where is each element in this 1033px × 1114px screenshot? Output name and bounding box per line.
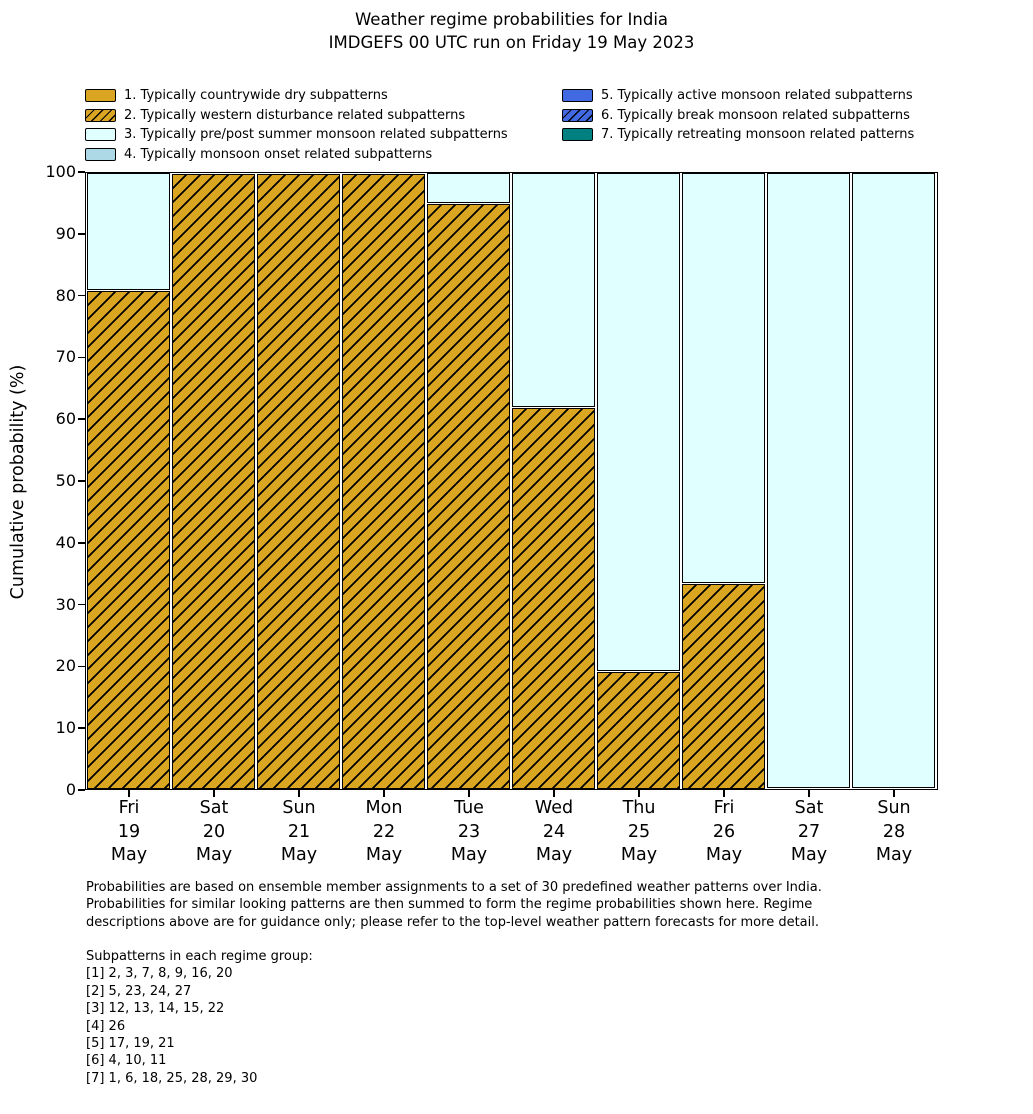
bar-segment-regime3	[427, 173, 510, 203]
x-tick-mark	[468, 790, 470, 797]
x-tick-label	[591, 797, 687, 868]
subpatterns-block	[86, 948, 313, 1087]
legend-item	[85, 145, 508, 165]
x-tick-label	[336, 797, 432, 868]
x-tick-label	[761, 797, 857, 868]
y-tick-label: 100	[45, 162, 76, 181]
x-tick-label-line: 24	[542, 821, 566, 842]
legend-item-label: 1. Typically countrywide dry subpatterns	[124, 88, 388, 104]
y-tick-mark	[78, 233, 85, 235]
y-tick-mark	[78, 604, 85, 606]
footnote-line: descriptions above are for guidance only; please refer to the top-level weather pattern forecasts for more detail.	[86, 914, 819, 930]
x-tick-label-line: 19	[117, 821, 141, 842]
x-tick-label-line: 26	[712, 821, 736, 842]
x-tick-label	[676, 797, 772, 868]
subpattern-group-line: [2] 5, 23, 24, 27	[86, 983, 192, 999]
bar-segment-regime3	[512, 173, 595, 407]
subpattern-group-line: [4] 26	[86, 1018, 126, 1034]
x-tick-label-line: May	[110, 845, 148, 865]
x-tick-label-line: 20	[202, 821, 226, 842]
y-tick-mark	[78, 295, 85, 297]
x-tick-label-line: Thu	[622, 798, 656, 818]
bar-segment-regime2	[87, 291, 170, 789]
subpattern-group-line: [7] 1, 6, 18, 25, 28, 29, 30	[86, 1070, 258, 1086]
x-tick-label-line: 25	[627, 821, 651, 842]
bar-segment-regime3	[87, 173, 170, 290]
x-tick-label	[81, 797, 177, 868]
x-tick-mark	[723, 790, 725, 797]
y-tick-label: 60	[55, 409, 76, 429]
legend-item	[85, 106, 508, 126]
subpatterns-heading: Subpatterns in each regime group:	[86, 949, 313, 964]
x-tick-label-line: Mon	[365, 798, 403, 818]
x-tick-label-line: May	[535, 845, 573, 865]
legend-swatch	[562, 89, 593, 102]
legend-item-label: 3. Typically pre/post summer monsoon related subpatterns	[124, 127, 508, 143]
x-tick-label	[846, 797, 942, 868]
legend-item-label: 5. Typically active monsoon related subpatterns	[601, 88, 913, 104]
y-tick-label: 0	[65, 780, 76, 799]
x-tick-mark	[298, 790, 300, 797]
x-tick-label	[506, 797, 602, 868]
x-tick-label-line: May	[620, 845, 658, 865]
footnote-line: Probabilities are based on ensemble member assignments to a set of 30 predefined weather patterns over India.	[86, 880, 822, 895]
x-tick-mark	[128, 790, 130, 797]
y-tick-label: 50	[55, 471, 76, 490]
legend-item-label: 4. Typically monsoon onset related subpatterns	[124, 147, 433, 163]
legend-swatch	[562, 128, 593, 141]
legend-item	[562, 125, 914, 145]
legend-column-left	[85, 86, 508, 164]
chart-title-line2: IMDGEFS 00 UTC run on Friday 19 May 2023	[328, 33, 695, 52]
bar-segment-regime2	[257, 174, 340, 789]
bar-segment-regime3	[597, 173, 680, 671]
x-tick-mark	[893, 790, 895, 797]
x-tick-label-line: May	[365, 845, 403, 865]
y-tick-mark	[78, 666, 85, 668]
subpattern-group-line: [1] 2, 3, 7, 8, 9, 16, 20	[86, 966, 233, 982]
bar-segment-regime2	[427, 204, 510, 789]
y-tick-label: 10	[55, 718, 76, 738]
x-tick-label-line: Wed	[534, 798, 574, 818]
x-tick-label-line: Fri	[713, 798, 735, 818]
y-axis-label: Cumulative probability (%)	[8, 364, 28, 600]
x-tick-label-line: May	[280, 845, 318, 865]
x-tick-label-line: Fri	[118, 798, 140, 818]
bar-segment-regime2	[342, 174, 425, 789]
x-tick-label-line: 27	[797, 821, 821, 842]
y-tick-label: 30	[55, 594, 76, 614]
bar-segment-regime2	[512, 408, 595, 789]
footnote-line: Probabilities for similar looking patterns are then summed to form the regime probabilities shown here. Regime	[86, 897, 813, 913]
x-tick-mark	[553, 790, 555, 797]
y-tick-mark	[78, 171, 85, 173]
legend-swatch	[85, 128, 116, 141]
legend-item	[85, 125, 508, 145]
x-tick-label	[421, 797, 517, 868]
chart-title	[0, 8, 1023, 54]
legend-item	[85, 86, 508, 106]
y-tick-mark	[78, 480, 85, 482]
subpattern-group-line: [5] 17, 19, 21	[86, 1036, 175, 1052]
y-tick-label: 70	[55, 347, 76, 367]
legend-item-label: 2. Typically western disturbance related subpatterns	[124, 107, 466, 123]
subpattern-group-line: [6] 4, 10, 11	[86, 1053, 167, 1069]
y-tick-label: 40	[55, 532, 76, 552]
x-tick-label-line: May	[705, 845, 743, 865]
x-tick-label-line: 23	[457, 821, 481, 842]
bar-segment-regime2	[597, 672, 680, 789]
y-tick-mark	[78, 727, 85, 729]
bar-segment-regime2	[682, 584, 765, 789]
y-tick-mark	[78, 542, 85, 544]
legend-item-label: 7. Typically retreating monsoon related patterns	[601, 127, 915, 143]
footnote-paragraph	[86, 879, 822, 931]
x-tick-label-line: May	[450, 845, 488, 865]
x-tick-mark	[383, 790, 385, 797]
bar-segment-regime2	[172, 174, 255, 789]
x-tick-label-line: Tue	[454, 798, 484, 818]
x-tick-label	[166, 797, 262, 868]
legend-swatch	[85, 148, 116, 161]
y-tick-mark	[78, 357, 85, 359]
x-tick-label	[251, 797, 347, 868]
plot-area	[85, 172, 938, 790]
y-tick-label: 20	[55, 656, 76, 676]
x-tick-label-line: 22	[372, 821, 396, 842]
bar-segment-regime3	[852, 173, 935, 788]
subpattern-group-line: [3] 12, 13, 14, 15, 22	[86, 1001, 225, 1017]
legend-item	[562, 86, 914, 106]
x-tick-label-line: 28	[882, 821, 906, 842]
y-tick-label: 80	[55, 285, 76, 305]
x-tick-mark	[808, 790, 810, 797]
legend-swatch	[85, 89, 116, 102]
y-tick-mark	[78, 789, 85, 791]
legend-swatch	[85, 109, 116, 122]
bar-segment-regime3	[682, 173, 765, 583]
legend-item-label: 6. Typically break monsoon related subpatterns	[601, 107, 910, 123]
x-tick-label-line: May	[195, 845, 233, 865]
chart-title-line1: Weather regime probabilities for India	[354, 10, 669, 29]
x-tick-label-line: Sat	[794, 798, 824, 818]
bar-segment-regime3	[767, 173, 850, 788]
y-tick-mark	[78, 418, 85, 420]
x-tick-label-line: May	[790, 845, 828, 865]
y-tick-label: 90	[55, 223, 76, 243]
x-tick-mark	[213, 790, 215, 797]
x-tick-mark	[638, 790, 640, 797]
x-tick-label-line: 21	[287, 821, 311, 842]
x-tick-label-line: Sun	[877, 798, 911, 818]
x-tick-label-line: May	[875, 845, 913, 865]
x-tick-label-line: Sat	[199, 798, 229, 818]
legend-column-right	[562, 86, 914, 145]
x-tick-label-line: Sun	[282, 798, 316, 818]
legend-item	[562, 106, 914, 126]
legend-swatch	[562, 109, 593, 122]
